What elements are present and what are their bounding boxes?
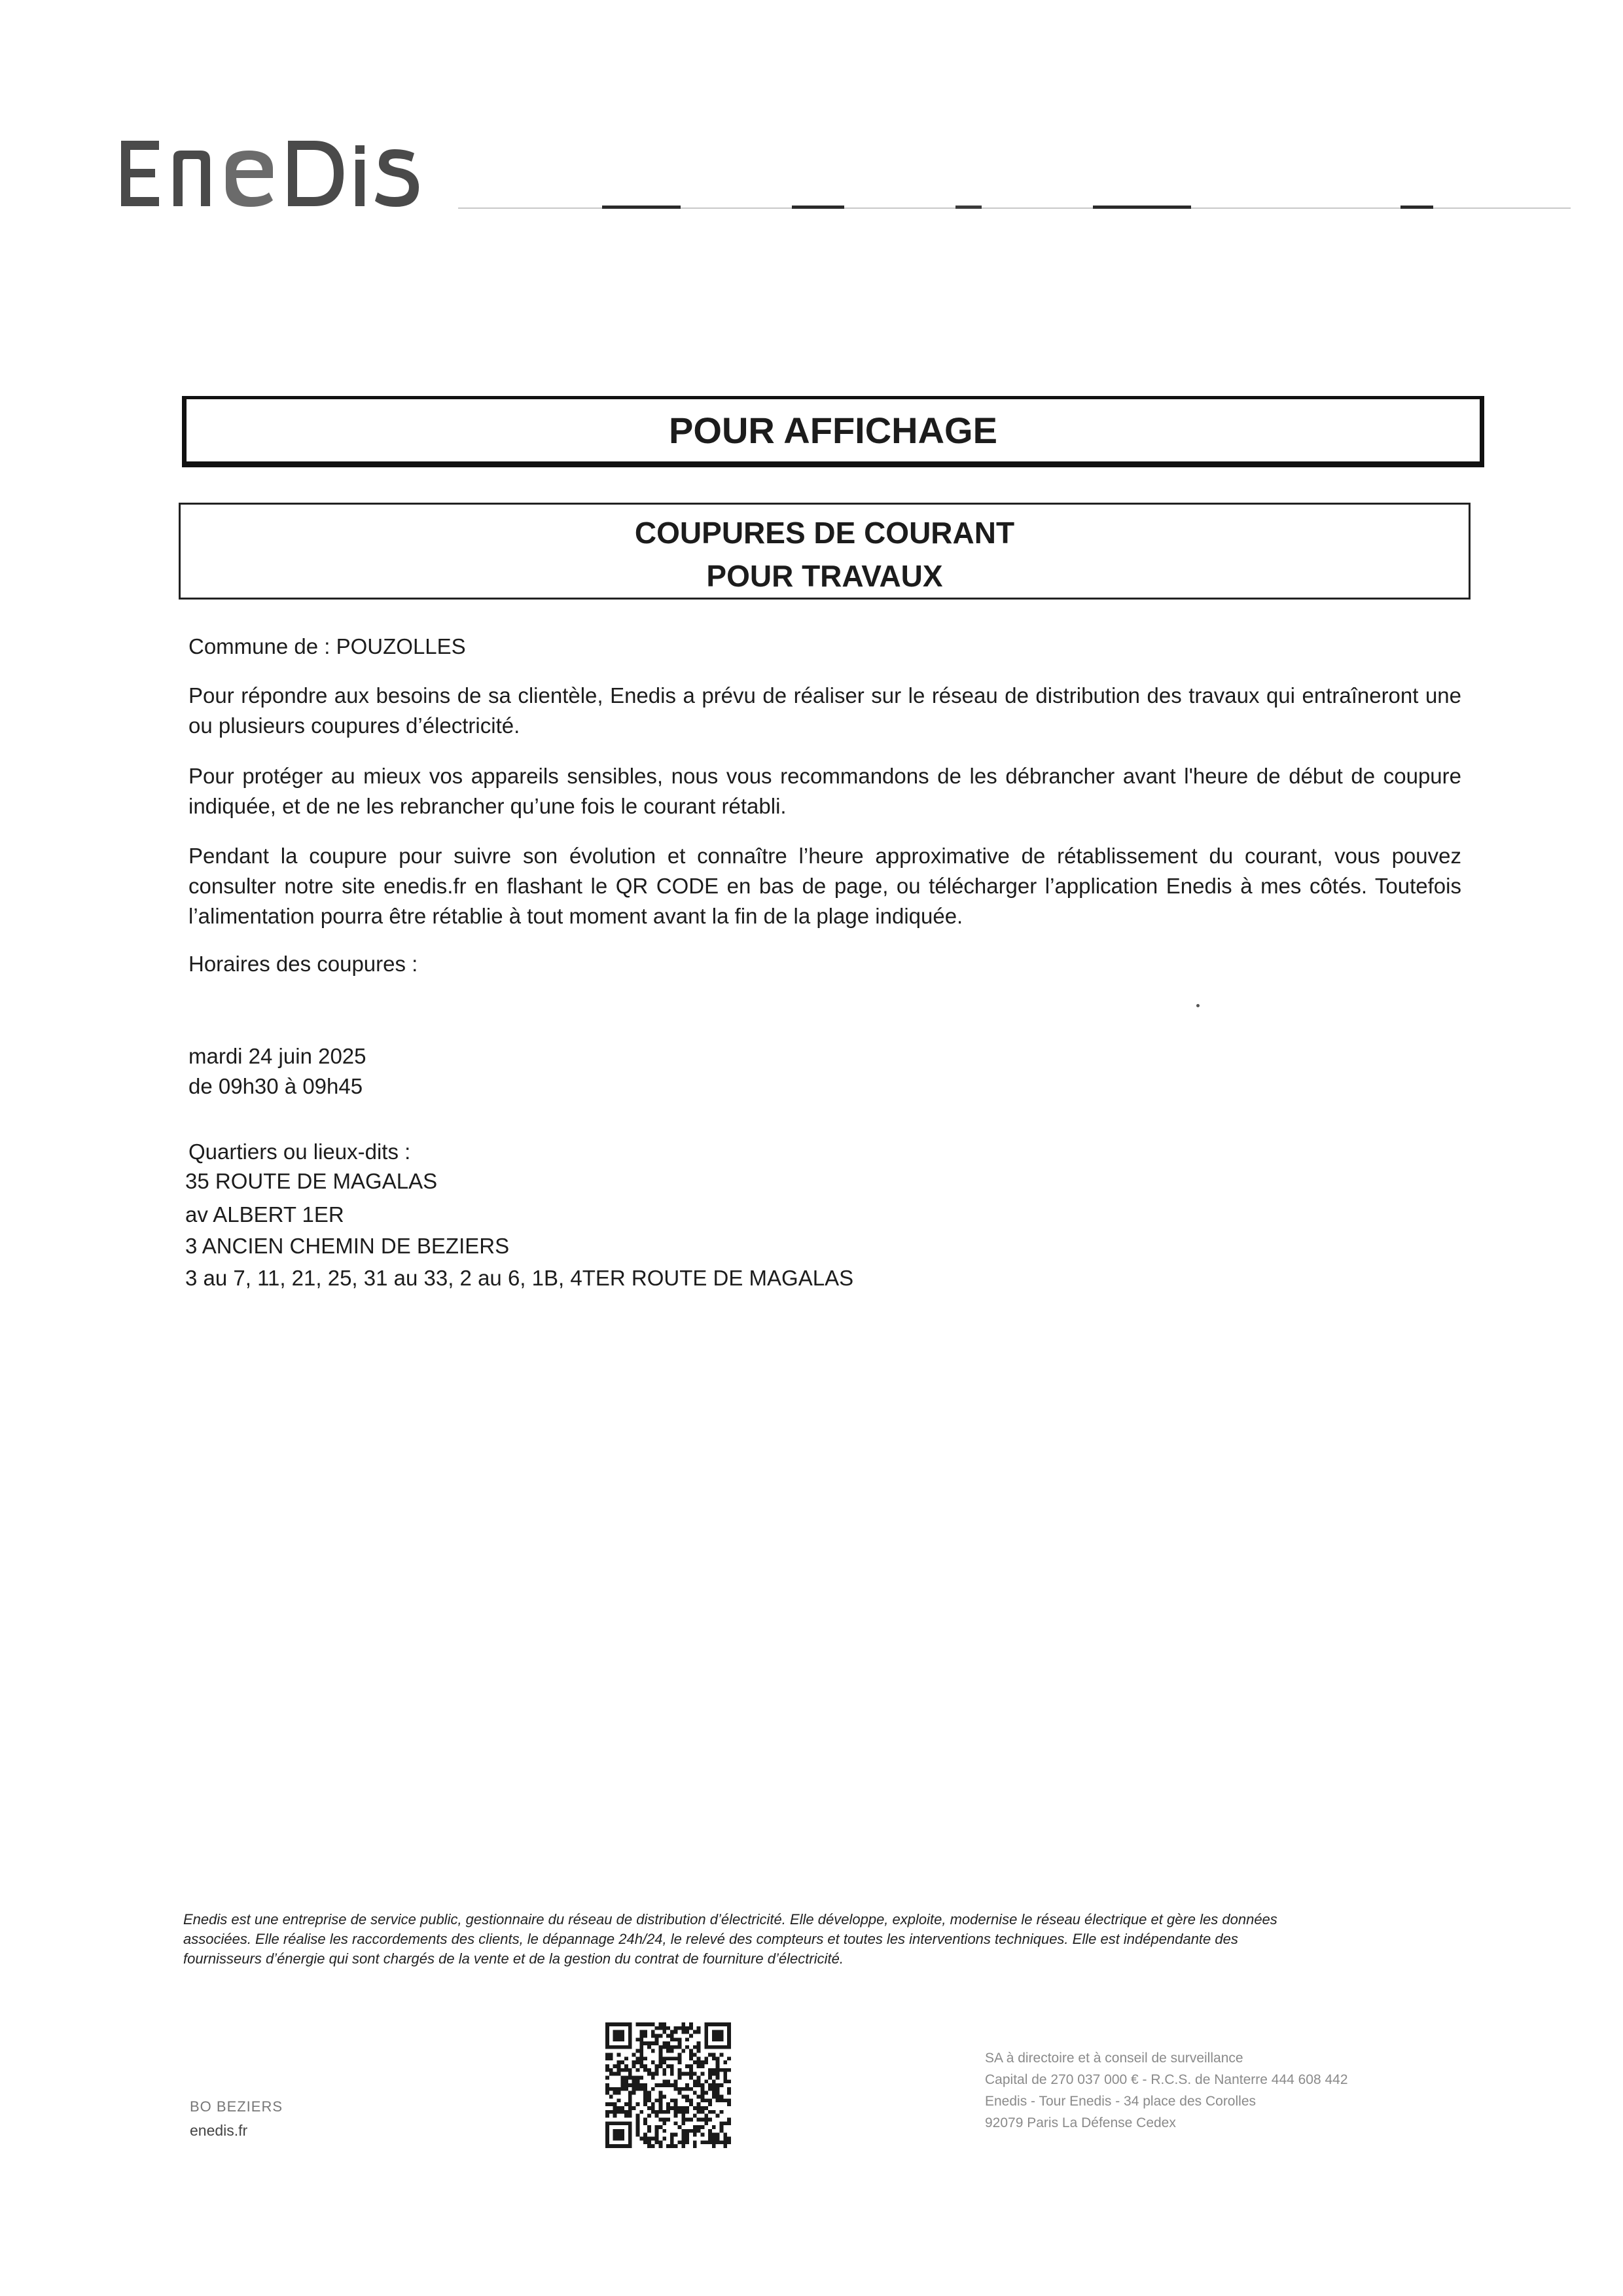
disclaimer-line: fournisseurs d’énergie qui sont chargés de la vente et de la gestion du contrat de fourniture d’électricité.: [183, 1950, 844, 1967]
disclaimer-line: associées. Elle réalise les raccordements des clients, le dépannage 24h/24, le relevé des compteurs et toutes les interventions techniques. Elle est indépendante des: [183, 1931, 1238, 1947]
subtitle-line-2: POUR TRAVAUX: [706, 559, 943, 593]
legal-line: Capital de 270 037 000 € - R.C.S. de Nanterre 444 608 442: [985, 2072, 1348, 2087]
commune-line: Commune de : POUZOLLES: [188, 634, 466, 658]
paragraph-intro: Pour répondre aux besoins de sa clientèle, Enedis a prévu de réaliser sur le réseau de distribution des travaux qui entraîneront une ou plusieurs coupures d’électricité.: [188, 683, 1461, 738]
header-dash-line: [458, 200, 1571, 213]
quartiers-label: Quartiers ou lieux-dits :: [188, 1139, 411, 1164]
page-title: POUR AFFICHAGE: [669, 410, 997, 451]
paragraph-recommendation: Pour protéger au mieux vos appareils sensibles, nous vous recommandons de les débrancher avant l'heure de début de coupure indiquée, et de ne les rebrancher qu’une fois le courant rétabli.: [188, 764, 1461, 818]
disclaimer-line: Enedis est une entreprise de service public, gestionnaire du réseau de distribution d’électricité. Elle développe, exploite, modernise le réseau électrique et gère les données: [183, 1911, 1277, 1928]
legal-line: SA à directoire et à conseil de surveillance: [985, 2051, 1243, 2066]
legal-info: [985, 2047, 1348, 2134]
quartier-item: av ALBERT 1ER: [185, 1202, 344, 1227]
quartier-item: 35 ROUTE DE MAGALAS: [185, 1169, 438, 1193]
outage-date: mardi 24 juin 2025: [188, 1044, 366, 1068]
footer-disclaimer: [183, 1910, 1450, 1969]
horaires-label: Horaires des coupures :: [188, 952, 418, 976]
title-banner: [182, 396, 1484, 467]
legal-line: Enedis - Tour Enedis - 34 place des Corolles: [985, 2094, 1257, 2109]
agency-label: BO BEZIERS: [190, 2098, 283, 2115]
qr-code-icon[interactable]: [605, 2022, 731, 2148]
subtitle-line-1: COUPURES DE COURANT: [634, 516, 1015, 550]
quartier-item: 3 ANCIEN CHEMIN DE BEZIERS: [185, 1234, 510, 1258]
paragraph-tracking: Pendant la coupure pour suivre son évolution et connaître l’heure approximative de rétablissement du courant, vous pouvez consulter notre site enedis.fr en flashant le QR CODE en bas de page, ou télécharger l’application Enedis à mes côtés. Toutefois l’alimentation pourra être rétablie à tout moment avant la fin de la plage indiquée.: [188, 844, 1461, 928]
website-link[interactable]: enedis.fr: [190, 2122, 248, 2139]
subtitle-box: [179, 503, 1471, 600]
outage-time-range: de 09h30 à 09h45: [188, 1074, 363, 1098]
scan-speck: [1196, 1004, 1200, 1007]
quartier-item: 3 au 7, 11, 21, 25, 31 au 33, 2 au 6, 1B, 4TER ROUTE DE MAGALAS: [185, 1266, 854, 1290]
legal-line: 92079 Paris La Défense Cedex: [985, 2115, 1176, 2130]
enedis-logo: [121, 131, 448, 216]
